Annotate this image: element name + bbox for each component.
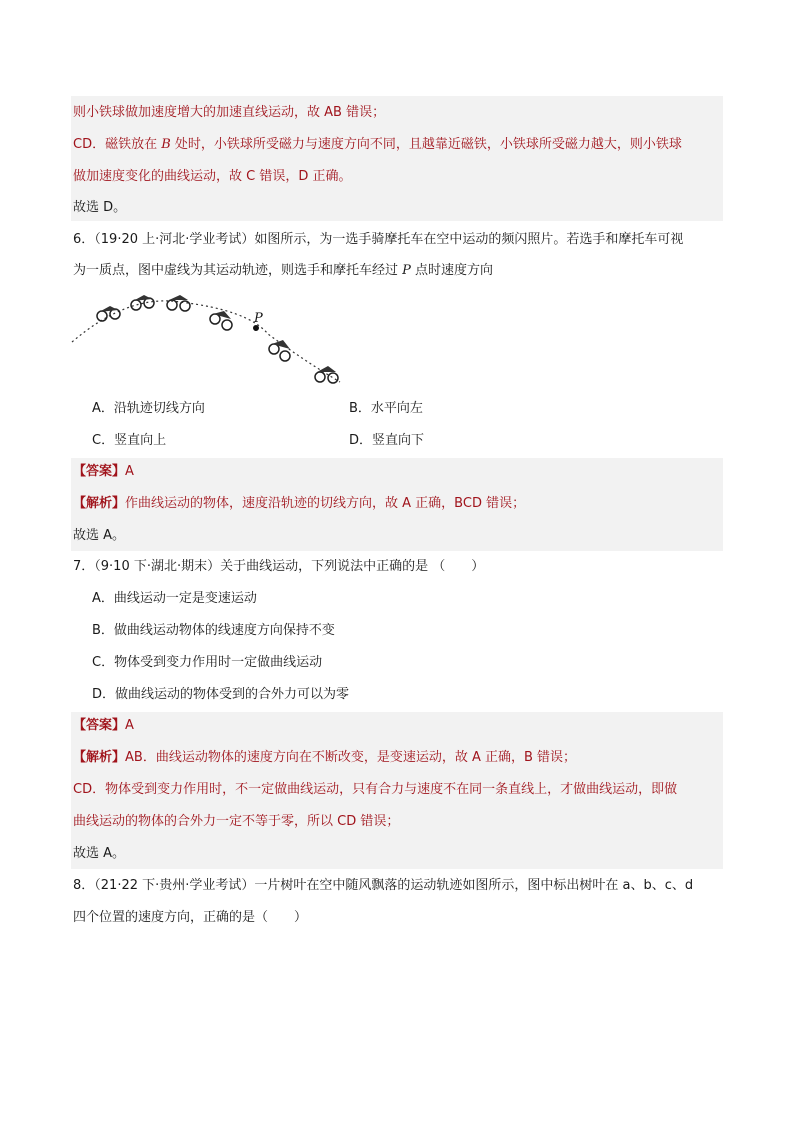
prev-analysis-line-2: CD．磁铁放在 B 处时，小铁球所受磁力与速度方向不同，且越靠近磁铁，小铁球所受磁力越大，则小铁球 [73, 137, 682, 152]
q7-answer: 【答案】A [73, 718, 134, 733]
q7-conclusion: 故选 A。 [73, 846, 126, 861]
prev-analysis-line-3: 做加速度变化的曲线运动，故 C 错误，D 正确。 [73, 169, 352, 184]
q6-stem-line-1: 6．（19·20 上·河北·学业考试）如图所示，为一选手骑摩托车在空中运动的频闪照片。若选手和摩托车可视 [73, 232, 684, 247]
q7-option-d: D．做曲线运动的物体受到的合外力可以为零 [92, 687, 350, 702]
q7-option-b: B．做曲线运动物体的线速度方向保持不变 [92, 623, 335, 638]
q6-answer: 【答案】A [73, 464, 134, 479]
q6-option-c: C．竖直向上 [92, 433, 167, 448]
q6-analysis: 【解析】作曲线运动的物体，速度沿轨迹的切线方向，故 A 正确，BCD 错误； [73, 496, 526, 511]
q7-stem: 7．（9·10 下·湖北·期末）关于曲线运动，下列说法中正确的是 （ ） [73, 559, 485, 574]
q8-stem-line-1: 8．（21·22 下·贵州·学业考试）一片树叶在空中随风飘落的运动轨迹如图所示，图中标出树叶在 a、b、c、d [73, 878, 694, 893]
q7-option-c: C．物体受到变力作用时一定做曲线运动 [92, 655, 323, 670]
motorcycle-image-2 [131, 295, 154, 310]
q7-analysis-line-1: 【解析】AB．曲线运动物体的速度方向在不断改变，是变速运动，故 A 正确，B 错误； [73, 750, 577, 765]
trajectory-dashed-curve [72, 301, 340, 382]
q8-stem-line-2: 四个位置的速度方向，正确的是（ ） [73, 910, 308, 925]
q7-analysis-line-3: 曲线运动的物体的合外力一定不等于零，所以 CD 错误； [73, 814, 400, 829]
q6-option-a: A．沿轨迹切线方向 [92, 401, 205, 416]
motorcycle-trajectory-figure [68, 292, 368, 388]
motorcycle-image-1 [97, 306, 120, 321]
prev-conclusion: 故选 D。 [73, 200, 127, 215]
q6-conclusion: 故选 A。 [73, 528, 126, 543]
q6-stem-line-2: 为一质点，图中虚线为其运动轨迹，则选手和摩托车经过 P 点时速度方向 [73, 263, 494, 278]
q6-option-d: D．竖直向下 [349, 433, 425, 448]
point-p-label: P [254, 311, 263, 326]
motorcycle-image-5 [269, 340, 290, 361]
prev-analysis-line-1: 则小铁球做加速度增大的加速直线运动，故 AB 错误； [73, 105, 386, 120]
q7-option-a: A．曲线运动一定是变速运动 [92, 591, 257, 606]
q6-option-b: B．水平向左 [349, 401, 423, 416]
q7-analysis-line-2: CD．物体受到变力作用时，不一定做曲线运动，只有合力与速度不在同一条直线上，才做曲线运动，即做 [73, 782, 678, 797]
motorcycle-image-4 [210, 311, 232, 330]
